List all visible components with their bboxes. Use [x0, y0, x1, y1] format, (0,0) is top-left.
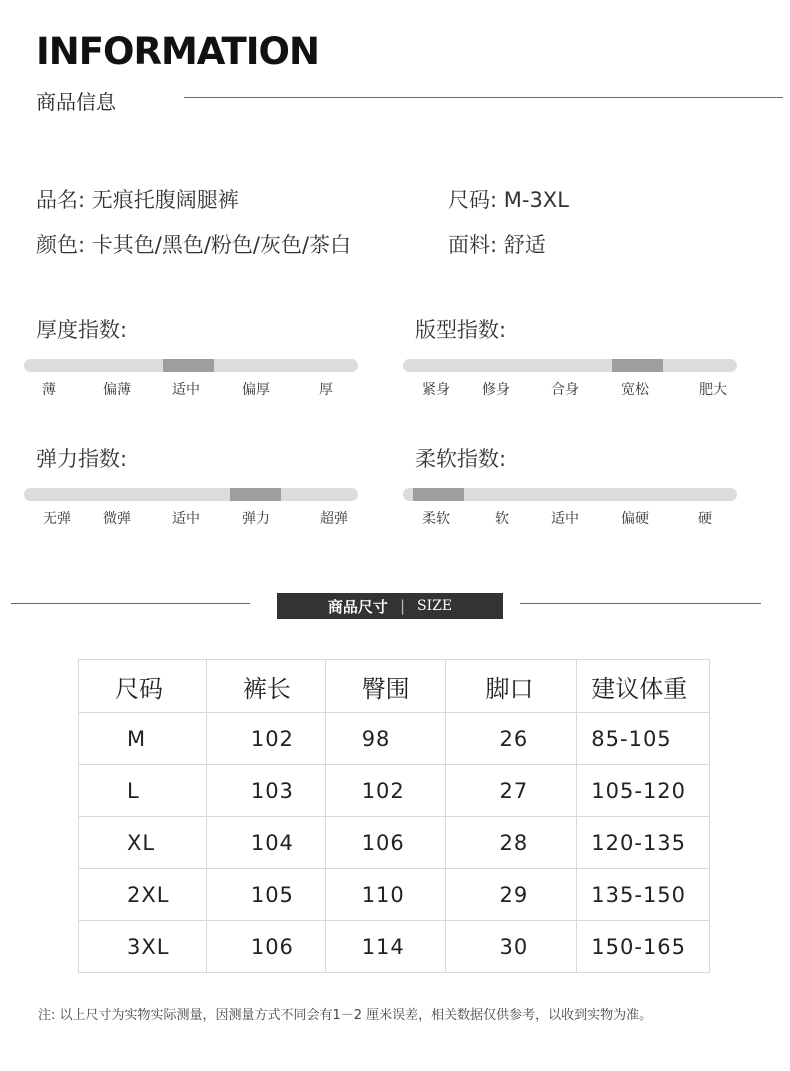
- size-banner-cn: 商品尺寸: [327, 597, 388, 616]
- table-cell: 30: [445, 921, 577, 973]
- thickness-label: 偏厚: [242, 382, 270, 398]
- thickness-index-marker: [163, 359, 214, 372]
- fit-index-marker: [612, 359, 663, 372]
- table-cell: 114: [325, 921, 445, 973]
- size-banner-separator: |: [399, 597, 405, 615]
- size-header-cell: 建议体重: [577, 660, 710, 713]
- table-cell: 106: [206, 921, 325, 973]
- softness-index-track: [403, 488, 737, 501]
- table-cell: 105: [206, 869, 325, 921]
- table-cell: 2XL: [79, 869, 207, 921]
- product-fabric: 面料: 舒适: [448, 233, 546, 257]
- size-header-cell: 裤长: [206, 660, 325, 713]
- thickness-index-track: [24, 359, 358, 372]
- table-cell: 27: [445, 765, 577, 817]
- table-cell: 104: [206, 817, 325, 869]
- table-cell: 103: [206, 765, 325, 817]
- page-title-en: INFORMATION: [36, 30, 319, 73]
- table-cell: 98: [325, 713, 445, 765]
- page-title-cn: 商品信息: [36, 90, 116, 114]
- size-section-banner: [277, 593, 503, 619]
- elasticity-index-marker: [230, 488, 281, 501]
- fit-label: 合身: [551, 382, 579, 398]
- table-cell: 110: [325, 869, 445, 921]
- table-cell: 85-105: [577, 713, 710, 765]
- table-cell: 26: [445, 713, 577, 765]
- thickness-index-title: 厚度指数:: [36, 318, 128, 342]
- elasticity-label: 适中: [172, 511, 200, 527]
- table-cell: 106: [325, 817, 445, 869]
- fit-index-title: 版型指数:: [415, 318, 507, 342]
- size-table: [78, 659, 710, 973]
- product-size-range: 尺码: M-3XL: [448, 188, 569, 212]
- table-row: [79, 765, 710, 817]
- fit-label: 宽松: [621, 382, 649, 398]
- softness-index-marker: [413, 488, 464, 501]
- softness-label: 硬: [698, 511, 712, 527]
- table-cell: L: [79, 765, 207, 817]
- thickness-label: 厚: [319, 382, 333, 398]
- table-row: [79, 869, 710, 921]
- elasticity-label: 超弹: [320, 511, 348, 527]
- table-row: [79, 921, 710, 973]
- thickness-label: 偏薄: [103, 382, 131, 398]
- elasticity-label: 无弹: [43, 511, 71, 527]
- fit-index-track: [403, 359, 737, 372]
- fit-label: 肥大: [699, 382, 727, 398]
- softness-label: 柔软: [422, 511, 450, 527]
- thickness-label: 薄: [42, 382, 56, 398]
- size-header-cell: 臀围: [325, 660, 445, 713]
- table-row: [79, 713, 710, 765]
- table-cell: 105-120: [577, 765, 710, 817]
- product-name: 品名: 无痕托腹阔腿裤: [36, 188, 239, 212]
- size-divider-right: [520, 603, 761, 604]
- size-header-cell: 脚口: [445, 660, 577, 713]
- table-row: [79, 817, 710, 869]
- softness-label: 软: [495, 511, 509, 527]
- product-colors: 颜色: 卡其色/黑色/粉色/灰色/茶白: [36, 233, 352, 257]
- thickness-label: 适中: [172, 382, 200, 398]
- softness-index-title: 柔软指数:: [415, 447, 507, 471]
- table-cell: 135-150: [577, 869, 710, 921]
- size-divider-left: [11, 603, 250, 604]
- fit-label: 紧身: [422, 382, 450, 398]
- elasticity-index-track: [24, 488, 358, 501]
- table-cell: 102: [206, 713, 325, 765]
- table-cell: 3XL: [79, 921, 207, 973]
- softness-label: 偏硬: [621, 511, 649, 527]
- size-table-header-row: [79, 660, 710, 713]
- measurement-note: 注: 以上尺寸为实物实际测量，因测量方式不同会有1－2 厘米误差，相关数据仅供参考，以收到实物为准。: [38, 1008, 653, 1023]
- softness-label: 适中: [551, 511, 579, 527]
- table-cell: 150-165: [577, 921, 710, 973]
- elasticity-label: 弹力: [242, 511, 270, 527]
- elasticity-index-title: 弹力指数:: [36, 447, 128, 471]
- table-cell: 28: [445, 817, 577, 869]
- table-cell: M: [79, 713, 207, 765]
- size-banner-en: SIZE: [417, 598, 453, 614]
- table-cell: 29: [445, 869, 577, 921]
- elasticity-label: 微弹: [103, 511, 131, 527]
- header-divider: [184, 97, 783, 98]
- table-cell: 120-135: [577, 817, 710, 869]
- fit-label: 修身: [482, 382, 510, 398]
- table-cell: 102: [325, 765, 445, 817]
- size-header-cell: 尺码: [79, 660, 207, 713]
- table-cell: XL: [79, 817, 207, 869]
